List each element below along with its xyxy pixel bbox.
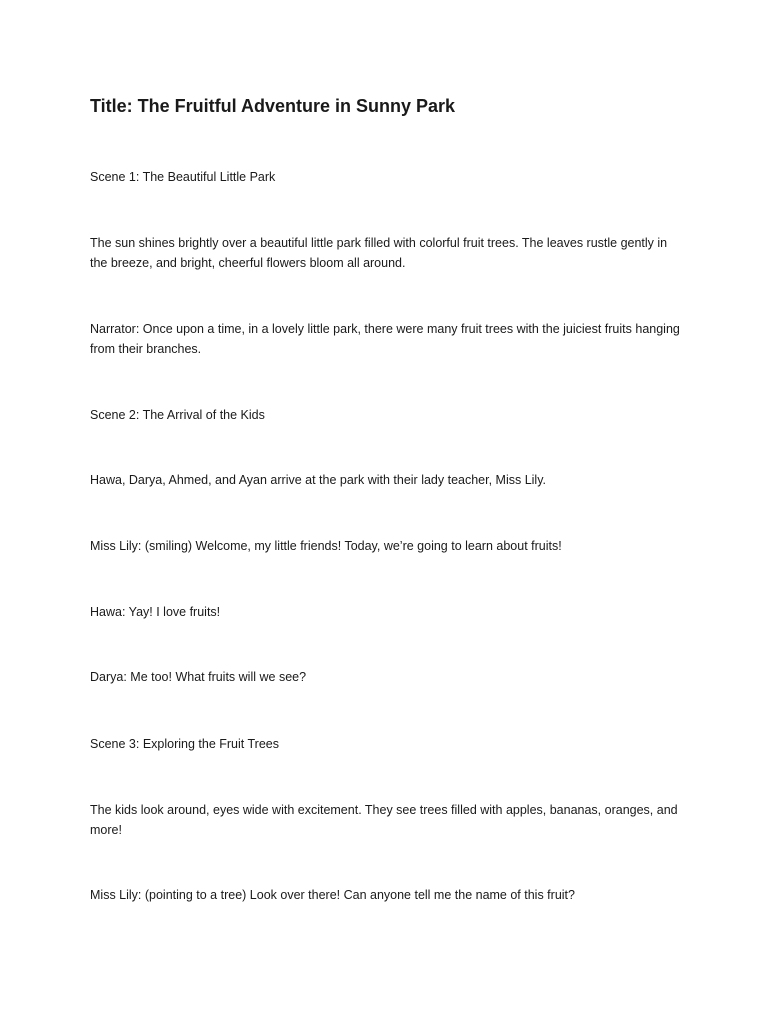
dialogue-line: Miss Lily: (pointing to a tree) Look over there! Can anyone tell me the name of this fruit? — [90, 888, 575, 902]
dialogue-line: Darya: Me too! What fruits will we see? — [90, 670, 307, 684]
document-title: Title: The Fruitful Adventure in Sunny Park — [90, 96, 456, 116]
scene-heading: Scene 2: The Arrival of the Kids — [90, 408, 265, 422]
scene-heading: Scene 1: The Beautiful Little Park — [90, 170, 276, 184]
scene-heading: Scene 3: Exploring the Fruit Trees — [90, 737, 279, 751]
narrative-paragraph: The sun shines brightly over a beautiful little park filled with colorful fruit trees. The leaves rustle gently in the breeze, and bright, cheerful flowers bloom all around. — [90, 236, 668, 270]
dialogue-line: Hawa: Yay! I love fruits! — [90, 605, 221, 619]
narrator-line: Narrator: Once upon a time, in a lovely little park, there were many fruit trees with the juiciest fruits hanging from their branches. — [90, 322, 680, 356]
dialogue-line: Miss Lily: (smiling) Welcome, my little friends! Today, we’re going to learn about fruits! — [90, 539, 562, 553]
narrative-paragraph: The kids look around, eyes wide with excitement. They see trees filled with apples, bananas, oranges, and more! — [90, 803, 678, 837]
narrative-paragraph: Hawa, Darya, Ahmed, and Ayan arrive at the park with their lady teacher, Miss Lily. — [90, 473, 547, 487]
